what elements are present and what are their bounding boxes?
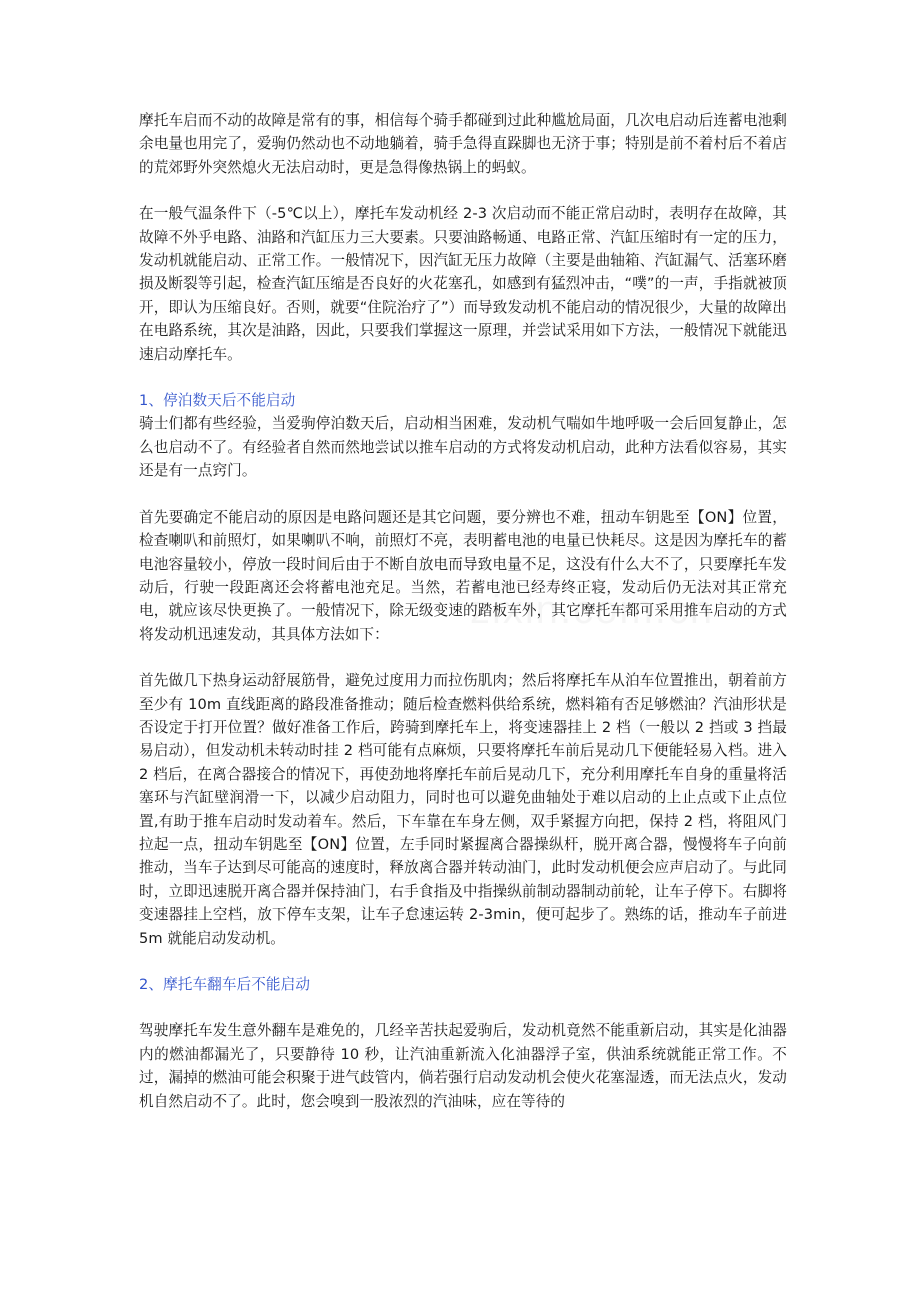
paragraph-gap [139, 996, 787, 1019]
paragraph-conditions: 在一般气温条件下（-5℃以上），摩托车发动机经 2-3 次启动而不能正常启动时，表明存在故障，其故障不外乎电路、油路和汽缸压力三大要素。只要油路畅通、电路正常、汽缸压缩时有一定的压力，发动机就能启动、正常工作。一般情况下，因汽缸无压力故障（主要是曲轴箱、汽缸漏气、活塞环磨损及断裂等引起，检查汽缸压缩是否良好的火花塞孔，如感到有猛烈冲击，“噗”的一声，手指就被顶开，即认为压缩良好。否则，就要“住院治疗了”）而导致发动机不能启动的情况很少，大量的故障出在电路系统，其次是油路，因此，只要我们掌握这一原理，并尝试采用如下方法，一般情况下就能迅速启动摩托车。 [139, 205, 787, 363]
paragraph-gap [139, 950, 787, 973]
section-heading-1: 1、停泊数天后不能启动 [139, 392, 296, 410]
paragraph-gap [139, 483, 787, 506]
article-body [139, 109, 787, 1113]
paragraph-section2-intro: 驾驶摩托车发生意外翻车是难免的，几经辛苦扶起爱驹后，发动机竟然不能重新启动，其实是化油器内的燃油都漏光了，只要静待 10 秒，让汽油重新流入化油器浮子室，供油系统就能正常工作。不过，漏掉的燃油可能会积聚于进气歧管内，倘若强行启动发动机会使火花塞湿透，而无法点火，发动机自然启动不了。此时，您会嗅到一股浓烈的汽油味，应在等待的 [139, 1022, 787, 1110]
paragraph-gap [139, 366, 787, 389]
section-heading-2: 2、摩托车翻车后不能启动 [139, 976, 311, 993]
paragraph-section1-method: 首先做几下热身运动舒展筋骨，避免过度用力而拉伤肌肉；然后将摩托车从泊车位置推出，朝着前方至少有 10m 直线距离的路段准备推动；随后检查燃料供给系统，燃料箱有否足够燃油？汽油形状是否设定于打开位置？做好准备工作后，跨骑到摩托车上，将变速器挂上 2 档（一般以 2 挡或 3 挡最易启动），但发动机未转动时挂 2 档可能有点麻烦，只要将摩托车前后晃动几下便能轻易入档。进入 2 档后，在离合器接合的情况下，再使劲地将摩托车前后晃动几下，充分利用摩托车自身的重量将活塞环与汽缸壁润滑一下，以减少启动阻力，同时也可以避免曲轴处于难以启动的上止点或下止点位置,有助于推车启动时发动着车。然后，下车靠在车身左侧，双手紧握方向把，保持 2 档，将阻风门拉起一点，扭动车钥匙至【ON】位置，左手同时紧握离合器操纵杆，脱开离合器，慢慢将车子向前推动，当车子达到尽可能高的速度时，释放离合器并转动油门，此时发动机便会应声启动了。与此同时，立即迅速脱开离合器并保持油门，右手食指及中指操纵前制动器制动前轮，让车子停下。右脚将变速器挂上空档，放下停车支架，让车子怠速运转 2-3min，便可起步了。熟练的话，推动车子前进 5m 就能启动发动机。 [139, 672, 787, 947]
paragraph-gap [139, 179, 787, 202]
paragraph-section1-diagnosis: 首先要确定不能启动的原因是电路问题还是其它问题，要分辨也不难，扭动车钥匙至【ON】位置，检查喇叭和前照灯，如果喇叭不响，前照灯不亮，表明蓄电池的电量已快耗尽。这是因为摩托车的蓄电池容量较小，停放一段时间后由于不断自放电而导致电量不足，这没有什么大不了，只要摩托车发动后，行驶一段距离还会将蓄电池充足。当然，若蓄电池已经寿终正寝，发动后仍无法对其正常充电，就应该尽快更换了。一般情况下，除无级变速的踏板车外，其它摩托车都可采用推车启动的方式将发动机迅速发动，其具体方法如下： [139, 508, 787, 643]
paragraph-gap [139, 646, 787, 669]
paragraph-intro: 摩托车启而不动的故障是常有的事，相信每个骑手都碰到过此种尴尬局面，几次电启动后连蓄电池剩余电量也用完了，爱驹仍然动也不动地躺着，骑手急得直跺脚也无济于事；特别是前不着村后不着店的荒郊野外突然熄火无法启动时，更是急得像热锅上的蚂蚁。 [139, 112, 787, 176]
paragraph-section1-intro: 骑士们都有些经验，当爱驹停泊数天后，启动相当困难，发动机气喘如牛地呼吸一会后回复静止，怎么也启动不了。有经验者自然而然地尝试以推车启动的方式将发动机启动，此种方法看似容易，其实还是有一点窍门。 [139, 415, 787, 480]
